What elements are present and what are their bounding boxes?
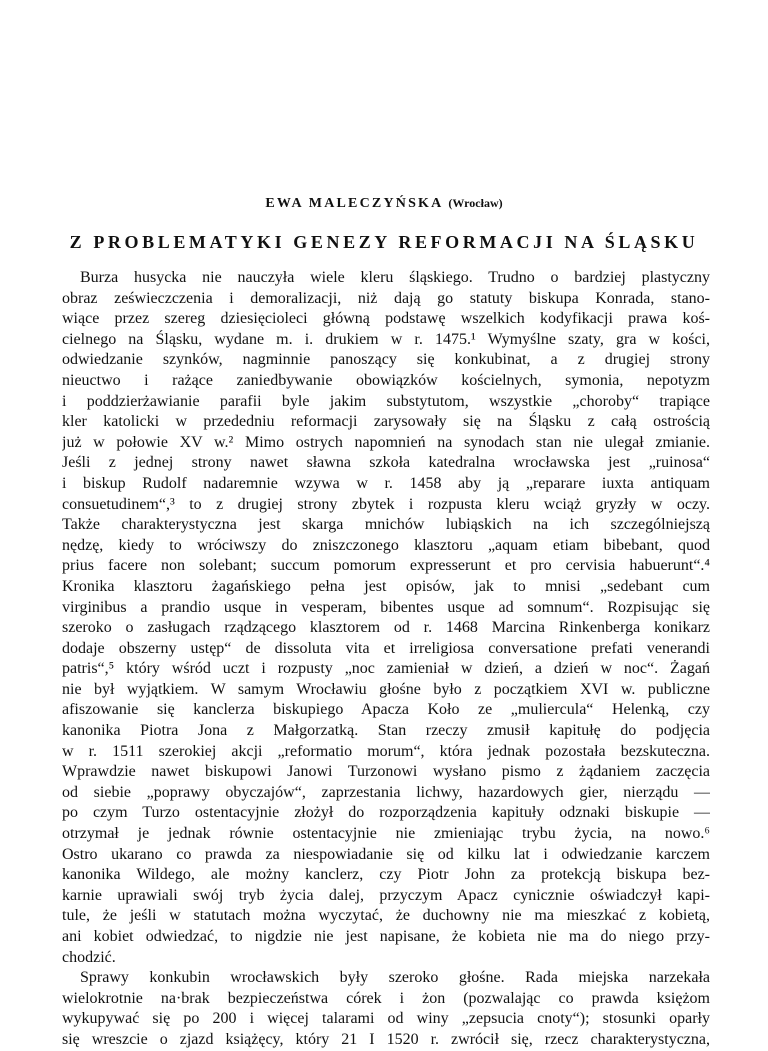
text-line: chodzić. bbox=[62, 948, 116, 966]
text-line: nie był wyjątkiem. W samym Wrocławiu głośne było z początkiem XVI w. publiczne bbox=[62, 680, 710, 698]
text-line: tule, że jeśli w statutach można wyczytać, że duchowny nie ma mieszkać z kobietą, bbox=[62, 907, 710, 925]
text-line: prius facere non solebant; succum pomorum expresserunt et pro cervisia habuerunt“.⁴ bbox=[62, 557, 710, 575]
text-line: i biskup Rudolf nadaremnie wzywa w r. 1458 aby ją „reparare iuxta antiquam bbox=[62, 474, 710, 492]
text-line: wykupywać się po 200 i więcej talarami od winy „zepsucia cnoty“); stosunki oparły bbox=[62, 1010, 710, 1028]
text-line: ani kobiet odwiedzać, to nigdzie nie jest napisane, że kobieta nie ma do niego przy- bbox=[62, 928, 710, 945]
text-line: dodaje obszerny ustęp“ de dissoluta vita et irreligiosa conversatione prefati venerandi bbox=[62, 639, 710, 657]
text-line: Burza husycka nie nauczyła wiele kleru śląskiego. Trudno o bardziej plastyczny bbox=[80, 269, 710, 286]
text-line: patris“,⁵ który wśród uczt i rozpusty „noc zamieniał w dzień, a dzień w noc“. Żagań bbox=[62, 660, 710, 678]
text-line: od siebie „poprawy obyczajów“, zaprzestania lichwy, hazardowych gier, nierządu — bbox=[62, 783, 710, 801]
text-line: otrzymał je jednak równie ostentacyjnie nie zmieniając trybu życia, na nowo.⁶ bbox=[62, 825, 710, 843]
article-title: Z PROBLEMATYKI GENEZY REFORMACJI NA ŚLĄSKU bbox=[69, 232, 699, 252]
text-line: consuetudinem“,³ to z drugiej strony zbytek i rozpusta kleru wciąż gryzły w oczy. bbox=[62, 495, 710, 513]
text-line: virginibus a prandio usque in vesperam, bibentes usque ad somnum“. Rozpisując się bbox=[62, 598, 710, 616]
text-line: Jeśli z jednej strony nawet sławna szkoła katedralna wrocławska jest „ruinosa“ bbox=[62, 454, 710, 472]
text-line: kanonika Piotra Jona z Małgorzatką. Stan rzeczy zmusił kapitułę do podjęcia bbox=[62, 722, 710, 740]
text-line: i poddzierżawianie parafii byle jakim substytutom, wszystkie „choroby“ trapiące bbox=[62, 392, 710, 410]
text-line: odwiedzanie szynków, nagminnie panoszący się konkubinat, a z drugiej strony bbox=[62, 351, 710, 369]
text-line: kanonika Wildego, ale możny kanclerz, czy Piotr John za protekcją biskupa bez- bbox=[62, 866, 710, 884]
text-line: afiszowanie się kanclerza biskupiego Apacza Koło ze „muliercula“ Helenką, czy bbox=[62, 701, 710, 719]
text-line: w r. 1511 szerokiej akcji „reformatio morum“, która jednak pozostała bezskuteczna. bbox=[62, 742, 710, 760]
text-line: karnie uprawiali swój tryb życia dalej, przyczym Apacz cynicznie oświadczył kapi- bbox=[62, 886, 710, 904]
text-line: już w połowie XV w.² Mimo ostrych napomnień na synodach stan nie ulegał zmianie. bbox=[62, 433, 710, 451]
text-line: nędzę, kiedy to wróciwszy do zniszczonego klasztoru „aquam etiam bibebant, quod bbox=[62, 536, 710, 554]
author-name: EWA MALECZYŃSKA bbox=[265, 196, 443, 211]
author-affiliation: (Wrocław) bbox=[448, 196, 503, 210]
text-line: Także charakterystyczna jest skarga mnichów lubiąskich na ich szczególniejszą bbox=[62, 516, 710, 534]
text-line: Kronika klasztoru żagańskiego pełna jest opisów, jak to mnisi „sedebant cum bbox=[62, 577, 710, 595]
text-line: się wreszcie o zjazd książęcy, który 21 I 1520 r. zwrócił się, rzecz charakterystyczna, bbox=[62, 1030, 710, 1048]
text-line: kler katolicki w przededniu reformacji zarysowały się na Śląsku z całą ostrością bbox=[62, 413, 710, 431]
text-line: szeroko o zasługach rządzącego klasztorem od r. 1468 Marcina Rinkenberga konikarz bbox=[62, 619, 710, 637]
text-line: wielokrotnie na·brak bezpieczeństwa córek i żon (pozwalając co prawda księżom bbox=[62, 989, 710, 1007]
text-line: Sprawy konkubin wrocławskich były szeroko głośne. Rada miejska narzekała bbox=[80, 969, 710, 987]
text-line: nieuctwo i rażące zaniedbywanie obowiązków kościelnych, symonia, nepotyzm bbox=[62, 371, 710, 389]
text-line: Ostro ukarano co prawda za niespowiadanie się od kilku lat i odwiedzanie karczem bbox=[62, 845, 710, 863]
article-body bbox=[62, 268, 710, 1051]
text-line: cielnego na Śląsku, wydane m. i. drukiem w r. 1475.¹ Wymyślne szaty, gra w kości, bbox=[62, 330, 710, 348]
text-line: Wprawdzie nawet biskupowi Janowi Turzonowi wysłano pismo z żądaniem zaczęcia bbox=[62, 763, 710, 781]
text-line: obraz ześwieczczenia i demoralizacji, niż dają go statuty biskupa Konrada, stano- bbox=[62, 289, 710, 307]
author-line bbox=[0, 196, 768, 212]
text-line: wiące przez szereg dziesięcioleci główną podstawę wszelkich kodyfikacji prawa koś- bbox=[62, 310, 710, 328]
text-line: po czym Turzo ostentacyjnie złożył do rozporządzenia kapituły odznaki biskupie — bbox=[62, 804, 710, 822]
